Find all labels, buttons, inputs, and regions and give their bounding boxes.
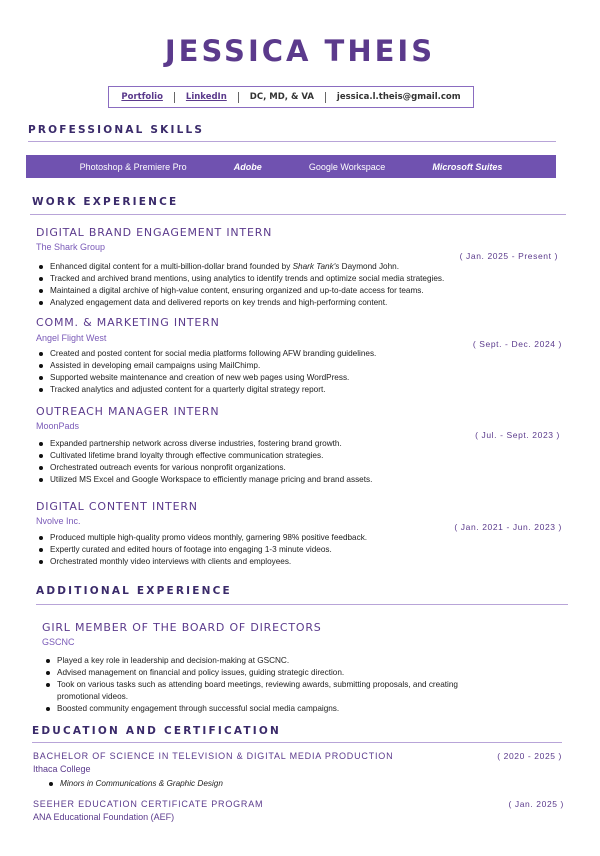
list-item: Orchestrated outreach events for various nonprofit organizations. <box>37 462 372 474</box>
role-title: GIRL MEMBER OF THE BOARD OF DIRECTORS <box>42 621 322 634</box>
skills-section-title: PROFESSIONAL SKILLS <box>28 124 205 136</box>
list-item: Tracked and archived brand mentions, using analytics to identify trends and optimize social media strategies. <box>37 273 444 285</box>
skill-item: Microsoft Suites <box>432 161 503 172</box>
list-item-continuation: promotional videos. <box>57 692 128 702</box>
section-divider <box>32 742 562 743</box>
certificate-title: SEEHER EDUCATION CERTIFICATE PROGRAM <box>33 799 264 809</box>
degree-school: Ithaca College <box>33 764 91 774</box>
job-date: ( Jan. 2025 - Present ) <box>459 251 558 261</box>
role-bullets <box>44 655 458 715</box>
list-item: Boosted community engagement through successful social media campaigns. <box>44 703 458 715</box>
contact-bar <box>108 86 474 108</box>
certificate-org: ANA Educational Foundation (AEF) <box>33 812 175 822</box>
job-title: DIGITAL BRAND ENGAGEMENT INTERN <box>36 226 273 239</box>
list-item: Expanded partnership network across diverse industries, fostering brand growth. <box>37 438 372 450</box>
list-item: Played a key role in leadership and decision-making at GSCNC. <box>44 655 458 667</box>
job-date: ( Jul. - Sept. 2023 ) <box>475 430 560 440</box>
job-bullets <box>37 261 444 309</box>
list-item: Tracked analytics and adjusted content for a quarterly digital strategy report. <box>37 384 376 396</box>
list-item: Supported website maintenance and creation of new web pages using WordPress. <box>37 372 376 384</box>
list-item: Maintained a digital archive of high-value content, ensuring organized and up-to-date access for teams. <box>37 285 444 297</box>
additional-section-title: ADDITIONAL EXPERIENCE <box>36 585 232 597</box>
skill-item: Adobe <box>233 161 262 172</box>
degree-bullets <box>47 778 223 790</box>
list-item: Minors in Communications & Graphic Design <box>47 778 223 790</box>
list-item: Expertly curated and edited hours of footage into engaging 1-3 minute videos. <box>37 544 367 556</box>
list-item: Analyzed engagement data and delivered reports on key trends and high-performing content. <box>37 297 444 309</box>
job-title: OUTREACH MANAGER INTERN <box>36 405 220 418</box>
linkedin-link[interactable]: LinkedIn <box>185 92 227 102</box>
degree-title: BACHELOR OF SCIENCE IN TELEVISION & DIGITAL MEDIA PRODUCTION <box>33 751 394 761</box>
list-item: Advised management on financial and policy issues, guiding strategic direction. <box>44 667 458 679</box>
job-bullets <box>37 532 367 568</box>
skill-item: Google Workspace <box>308 161 386 172</box>
degree-date: ( 2020 - 2025 ) <box>497 751 562 761</box>
job-org: Nvolve Inc. <box>36 516 81 526</box>
list-item: Enhanced digital content for a multi-billion-dollar brand founded by Shark Tank's Daymond John. <box>37 261 444 273</box>
skill-item: Photoshop & Premiere Pro <box>79 161 187 172</box>
email-text[interactable]: jessica.l.theis@gmail.com <box>336 92 461 102</box>
education-section-title: EDUCATION AND CERTIFICATION <box>32 725 281 737</box>
role-org: GSCNC <box>42 637 75 647</box>
job-title: DIGITAL CONTENT INTERN <box>36 500 198 513</box>
job-org: Angel Flight West <box>36 333 107 343</box>
portfolio-link[interactable]: Portfolio <box>121 92 163 102</box>
list-item: Utilized MS Excel and Google Workspace to efficiently manage pricing and brand assets. <box>37 474 372 486</box>
section-divider <box>28 141 556 142</box>
list-item: Produced multiple high-quality promo videos monthly, garnering 98% positive feedback. <box>37 532 367 544</box>
candidate-name: JESSICA THEIS <box>164 34 436 68</box>
list-item: Cultivated lifetime brand loyalty through effective communication strategies. <box>37 450 372 462</box>
section-divider <box>36 604 568 605</box>
job-org: The Shark Group <box>36 242 106 252</box>
job-date: ( Sept. - Dec. 2024 ) <box>472 339 562 349</box>
list-item: Assisted in developing email campaigns using MailChimp. <box>37 360 376 372</box>
job-org: MoonPads <box>36 421 80 431</box>
location-text: DC, MD, & VA <box>249 92 314 102</box>
job-date: ( Jan. 2021 - Jun. 2023 ) <box>454 522 562 532</box>
list-item: Orchestrated monthly video interviews with clients and employees. <box>37 556 367 568</box>
work-section-title: WORK EXPERIENCE <box>32 196 179 208</box>
job-bullets <box>37 348 376 396</box>
list-item: Took on various tasks such as attending board meetings, reviewing awards, submitting proposals, and creating <box>44 679 458 691</box>
skills-bar <box>26 155 556 178</box>
section-divider <box>30 214 566 215</box>
certificate-date: ( Jan. 2025 ) <box>508 799 564 809</box>
list-item: Created and posted content for social media platforms following AFW branding guidelines. <box>37 348 376 360</box>
job-title: COMM. & MARKETING INTERN <box>36 316 220 329</box>
job-bullets <box>37 438 372 486</box>
